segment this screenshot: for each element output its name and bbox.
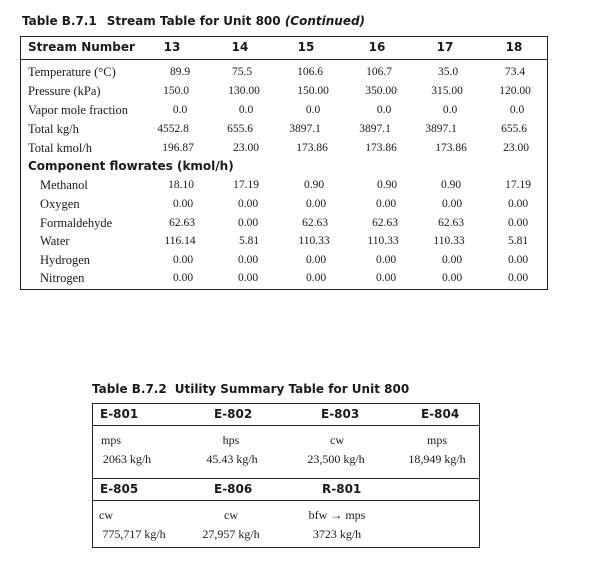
table-cell: 0.00: [237, 254, 259, 266]
table-cell: 18.10: [168, 179, 194, 191]
stream-number-header: Stream Number: [28, 40, 135, 54]
table-cell: 0.00: [172, 272, 194, 284]
table-cell: 0.00: [375, 254, 397, 266]
table-cell: 106.6: [297, 66, 323, 78]
table-cell: 116.14: [164, 235, 196, 247]
row-label-hydrogen: Hydrogen: [40, 253, 90, 267]
table-cell: 3897.1: [359, 123, 391, 135]
table-cell: 0.00: [237, 272, 259, 284]
utility-table-header-rule: [92, 425, 480, 426]
table-cell: 0.0: [376, 104, 392, 116]
table-cell: 0.00: [172, 254, 194, 266]
table-cell: 173.86: [296, 142, 328, 154]
table-cell: 120.00: [499, 85, 531, 97]
table-cell: 0.00: [237, 217, 259, 229]
utility-flow: 775,717 kg/h: [102, 527, 166, 541]
utility-flow: 23,500 kg/h: [307, 452, 365, 466]
equipment-header: E-803: [321, 407, 360, 421]
table-cell: 0.0: [305, 104, 321, 116]
utility-table-caption: [92, 382, 409, 396]
table-cell: 0.00: [375, 272, 397, 284]
equipment-header: E-805: [100, 482, 139, 496]
table-cell: 0.00: [441, 272, 463, 284]
equipment-header: E-802: [214, 407, 253, 421]
utility-table-group-rule: [92, 478, 480, 479]
stream-table-header-row: [0, 40, 607, 56]
stream-table-title: Stream Table for Unit 800: [106, 14, 281, 28]
stream-table-header-rule: [20, 59, 548, 60]
stream-table-continued-note: (Continued): [284, 14, 366, 28]
table-cell: 62.63: [372, 217, 398, 229]
utility-flow: 2063 kg/h: [102, 452, 152, 466]
table-cell: 150.0: [163, 85, 189, 97]
utility-type: mps: [426, 433, 448, 447]
table-cell: 62.63: [169, 217, 195, 229]
table-cell: 62.63: [438, 217, 464, 229]
stream-column-header: 18: [505, 40, 523, 54]
table-cell: 0.00: [305, 254, 327, 266]
table-cell: 196.87: [162, 142, 194, 154]
table-cell: 110.33: [367, 235, 399, 247]
table-cell: 3897.1: [425, 123, 457, 135]
table-cell: 350.00: [365, 85, 397, 97]
equipment-header: E-806: [214, 482, 253, 496]
utility-table-title: Utility Summary Table for Unit 800: [174, 382, 410, 396]
row-label-methanol: Methanol: [40, 178, 88, 192]
table-cell: 4552.8: [157, 123, 189, 135]
utility-flow: 3723 kg/h: [312, 527, 362, 541]
table-cell: 0.00: [305, 272, 327, 284]
utility-type: cw: [224, 508, 238, 522]
table-cell: 0.00: [172, 198, 194, 210]
stream-column-header: 15: [297, 40, 315, 54]
table-cell: 0.00: [507, 254, 529, 266]
table-cell: 35.0: [437, 66, 459, 78]
table-cell: 0.90: [303, 179, 325, 191]
table-cell: 0.00: [507, 272, 529, 284]
utility-table-header-rule: [92, 500, 480, 501]
table-cell: 106.7: [366, 66, 392, 78]
table-cell: 75.5: [231, 66, 253, 78]
table-cell: 0.00: [441, 198, 463, 210]
table-cell: 17.19: [233, 179, 259, 191]
utility-type: hps: [222, 433, 240, 447]
stream-column-header: 17: [436, 40, 454, 54]
table-cell: 315.00: [431, 85, 463, 97]
row-label-pressure: Pressure (kPa): [28, 84, 101, 98]
table-cell: 0.00: [507, 198, 529, 210]
utility-type: cw: [99, 508, 113, 522]
table-cell: 0.0: [442, 104, 458, 116]
table-cell: 0.00: [375, 198, 397, 210]
table-cell: 5.81: [507, 235, 529, 247]
utility-type: cw: [330, 433, 344, 447]
table-cell: 62.63: [302, 217, 328, 229]
utility-flow: 18,949 kg/h: [408, 452, 466, 466]
stream-column-header: 16: [368, 40, 386, 54]
table-cell: 0.90: [376, 179, 398, 191]
table-cell: 3897.1: [289, 123, 321, 135]
row-label-nitrogen: Nitrogen: [40, 271, 85, 285]
table-cell: 89.9: [169, 66, 191, 78]
utility-table-number: Table B.7.2: [92, 382, 167, 396]
row-label-vapor-fraction: Vapor mole fraction: [28, 103, 128, 117]
table-cell: 0.0: [509, 104, 525, 116]
row-label-water: Water: [40, 234, 70, 248]
table-cell: 0.00: [441, 254, 463, 266]
equipment-header: R-801: [322, 482, 362, 496]
stream-column-header: 14: [231, 40, 249, 54]
stream-table-number: Table B.7.1: [22, 14, 97, 28]
component-flowrates-heading: Component flowrates (kmol/h): [28, 159, 234, 173]
table-cell: 17.19: [505, 179, 531, 191]
table-cell: 655.6: [501, 123, 527, 135]
table-cell: 0.90: [440, 179, 462, 191]
table-cell: 0.00: [237, 198, 259, 210]
row-label-oxygen: Oxygen: [40, 197, 80, 211]
utility-flow: 27,957 kg/h: [202, 527, 260, 541]
table-cell: 0.00: [305, 198, 327, 210]
equipment-header: E-801: [100, 407, 139, 421]
utility-flow: 45.43 kg/h: [206, 452, 258, 466]
equipment-header: E-804: [421, 407, 460, 421]
table-cell: 173.86: [435, 142, 467, 154]
table-cell: 110.33: [433, 235, 465, 247]
table-cell: 130.00: [228, 85, 260, 97]
table-cell: 5.81: [238, 235, 260, 247]
utility-type: mps: [100, 433, 122, 447]
table-cell: 0.0: [238, 104, 254, 116]
table-cell: 655.6: [227, 123, 253, 135]
row-label-total-mass: Total kg/h: [28, 122, 79, 136]
stream-table-caption: [22, 14, 365, 28]
utility-type: bfw → mps: [308, 508, 366, 522]
table-cell: 23.00: [233, 142, 259, 154]
table-cell: 0.0: [172, 104, 188, 116]
row-label-total-molar: Total kmol/h: [28, 141, 93, 155]
table-cell: 150.00: [297, 85, 329, 97]
row-label-formaldehyde: Formaldehyde: [40, 216, 113, 230]
stream-column-header: 13: [163, 40, 181, 54]
table-cell: 23.00: [503, 142, 529, 154]
row-label-temperature: Temperature (°C): [28, 65, 116, 79]
table-cell: 0.00: [507, 217, 529, 229]
table-cell: 73.4: [504, 66, 526, 78]
table-cell: 110.33: [298, 235, 330, 247]
table-cell: 173.86: [365, 142, 397, 154]
